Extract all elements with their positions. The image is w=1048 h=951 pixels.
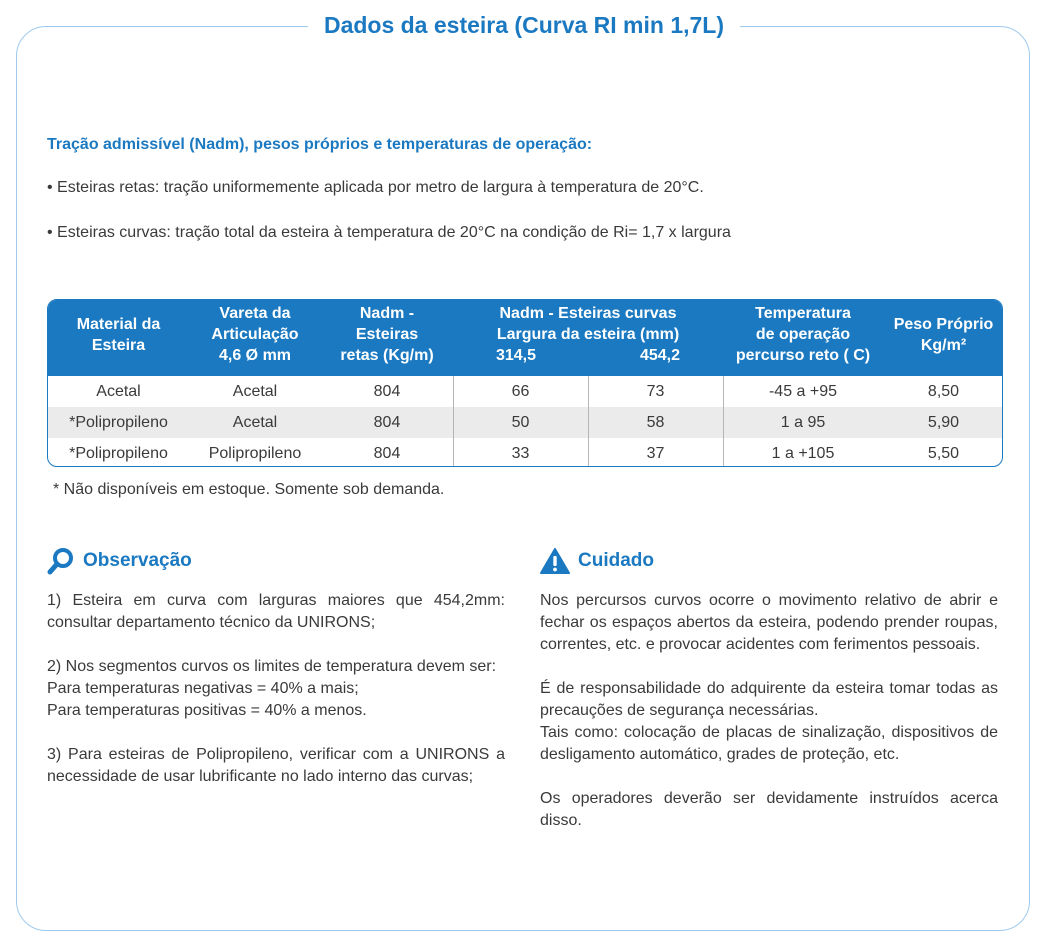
table-row [48, 438, 1002, 467]
cell-curva-314: 50 [511, 414, 530, 431]
cuidado-body [540, 590, 998, 832]
table-header [48, 300, 1002, 376]
bullet-straight: • Esteiras retas: tração uniformemente aplicada por metro de largura à temperatura de 20°C. [47, 179, 704, 196]
cell-curva-454: 58 [646, 414, 665, 431]
warning-icon [540, 547, 570, 575]
observacao-item-2-line: Para temperaturas positivas = 40% a menos. [47, 702, 367, 719]
cell-material: *Polipropileno [69, 445, 168, 462]
cuidado-title: Cuidado [578, 550, 654, 571]
cell-temperatura: -45 a +95 [768, 383, 838, 400]
cuidado-paragraph-1: Nos percursos curvos ocorre o movimento relativo de abrir e fechar os espaços abertos da esteira, podendo prender roupas, correntes, etc. e provocar acidentes com ferimentos pessoais. [540, 592, 998, 653]
cell-peso: 5,90 [927, 414, 960, 431]
header-peso: Peso Próprio Kg/m² [893, 316, 994, 354]
observacao-item-3: 3) Para esteiras de Polipropileno, verificar com a UNIRONS a necessidade de usar lubrificante no lado interno das curvas; [47, 746, 505, 785]
cuidado-paragraph-2: É de responsabilidade do adquirente da esteira tomar todas as precauções de segurança necessárias. [540, 680, 998, 719]
cell-vareta: Polipropileno [208, 445, 302, 462]
cell-peso: 8,50 [927, 383, 960, 400]
section-subheading: Tração admissível (Nadm), pesos próprios e temperaturas de operação: [47, 136, 593, 153]
header-vareta: Vareta da Articulação 4,6 Ø mm [211, 305, 299, 364]
cell-temperatura: 1 a 95 [780, 414, 826, 431]
header-width-2: 454,2 [639, 347, 681, 364]
table-row [48, 407, 1002, 438]
cell-nadm-retas: 804 [373, 445, 401, 462]
observacao-item-1: 1) Esteira em curva com larguras maiores que 454,2mm: consultar departamento técnico da UNIRONS; [47, 592, 505, 631]
data-table [47, 299, 1003, 467]
cuidado-paragraph-2-line: Tais como: colocação de placas de sinalização, dispositivos de desligamento automático, grades de proteção, etc. [540, 724, 998, 763]
observacao-title: Observação [83, 550, 192, 571]
cell-vareta: Acetal [232, 383, 278, 400]
header-nadm-retas: Nadm - Esteiras retas (Kg/m) [340, 305, 434, 364]
page-title: Dados da esteira (Curva RI min 1,7L) [308, 12, 740, 39]
cell-curva-454: 37 [646, 445, 665, 462]
observacao-body [47, 590, 505, 788]
cell-vareta: Acetal [232, 414, 278, 431]
header-temperatura: Temperatura de operação percurso reto ( C) [735, 305, 871, 364]
header-material: Material da Esteira [76, 316, 161, 354]
cell-material: *Polipropileno [69, 414, 168, 431]
column-divider [588, 376, 589, 467]
observacao-item-2: 2) Nos segmentos curvos os limites de temperatura devem ser: [47, 658, 497, 675]
column-divider [723, 376, 724, 467]
column-divider [453, 376, 454, 467]
cell-peso: 5,50 [927, 445, 960, 462]
observacao-heading [47, 546, 192, 576]
cell-curva-314: 66 [511, 383, 530, 400]
cell-material: Acetal [96, 383, 141, 400]
header-nadm-curvas: Nadm - Esteiras curvas Largura da esteira (mm) [496, 305, 680, 343]
cell-curva-454: 73 [646, 383, 665, 400]
cuidado-heading [540, 546, 654, 576]
cell-curva-314: 33 [511, 445, 530, 462]
table-row [48, 376, 1002, 407]
footnote: * Não disponíveis em estoque. Somente sob demanda. [53, 481, 445, 498]
observacao-item-2-line: Para temperaturas negativas = 40% a mais; [47, 680, 359, 697]
cell-temperatura: 1 a +105 [771, 445, 835, 462]
page-title-wrap [0, 12, 1048, 39]
cell-nadm-retas: 804 [373, 383, 401, 400]
magnifier-icon [47, 547, 75, 575]
cell-nadm-retas: 804 [373, 414, 401, 431]
bullet-curved: • Esteiras curvas: tração total da esteira à temperatura de 20°C na condição de Ri= 1,7 x largura [47, 224, 731, 241]
header-width-1: 314,5 [495, 347, 537, 364]
cuidado-paragraph-3: Os operadores deverão ser devidamente instruídos acerca disso. [540, 790, 998, 829]
